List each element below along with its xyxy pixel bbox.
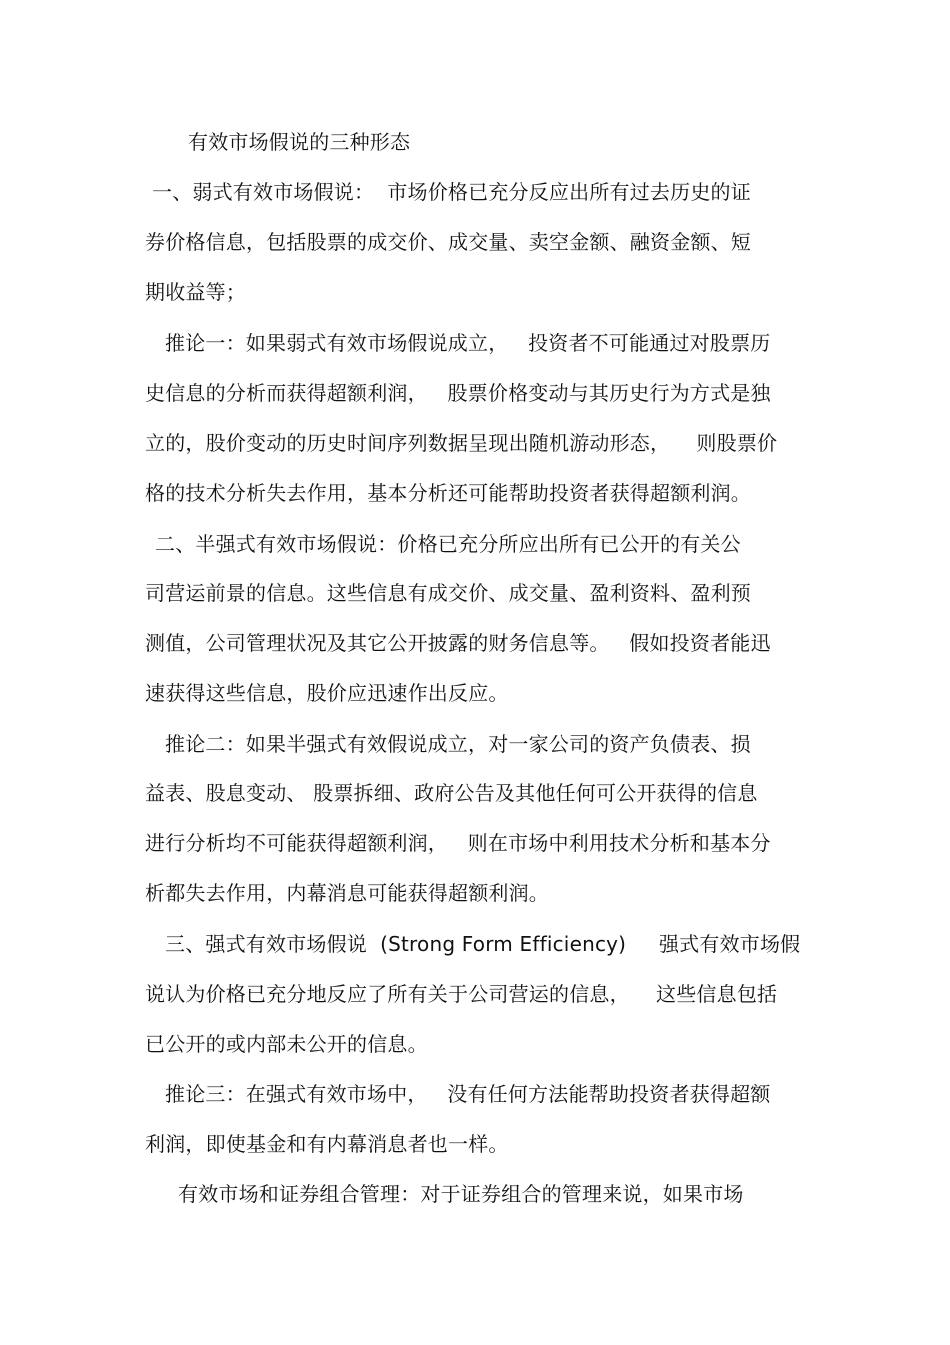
paragraph-line: 三、强式有效市场假说 (Strong Form Efficiency) 强式有效市场假 — [165, 932, 801, 956]
paragraph-line: 益表、股息变动、 股票拆细、政府公告及其他任何可公开获得的信息 — [145, 781, 758, 805]
paragraph-line: 一、弱式有效市场假说： 市场价格已充分反应出所有过去历史的证 — [152, 180, 751, 204]
paragraph-line: 速获得这些信息，股价应迅速作出反应。 — [145, 681, 509, 705]
paragraph-line: 进行分析均不可能获得超额利润， 则在市场中利用技术分析和基本分 — [145, 831, 771, 855]
paragraph-line: 二、半强式有效市场假说：价格已充分所应出所有已公开的有关公 — [155, 532, 741, 556]
paragraph-line: 推论三：在强式有效市场中， 没有任何方法能帮助投资者获得超额 — [165, 1082, 771, 1106]
paragraph-line: 推论二：如果半强式有效假说成立，对一家公司的资产负债表、损 — [165, 732, 751, 756]
paragraph-line: 测值，公司管理状况及其它公开披露的财务信息等。 假如投资者能迅 — [145, 631, 771, 655]
paragraph-line: 格的技术分析失去作用，基本分析还可能帮助投资者获得超额利润。 — [145, 481, 751, 505]
paragraph-line: 利润，即使基金和有内幕消息者也一样。 — [145, 1132, 509, 1156]
paragraph-line: 立的，股价变动的历史时间序列数据呈现出随机游动形态， 则股票价 — [145, 431, 778, 455]
paragraph-line: 已公开的或内部未公开的信息。 — [145, 1032, 428, 1056]
paragraph-line: 析都失去作用，内幕消息可能获得超额利润。 — [145, 881, 549, 905]
paragraph-line: 史信息的分析而获得超额利润， 股票价格变动与其历史行为方式是独 — [145, 381, 771, 405]
document-title: 有效市场假说的三种形态 — [188, 130, 411, 154]
paragraph-line: 推论一：如果弱式有效市场假说成立， 投资者不可能通过对股票历 — [165, 331, 771, 355]
paragraph-line: 有效市场和证券组合管理：对于证券组合的管理来说，如果市场 — [178, 1182, 744, 1206]
paragraph-line: 期收益等； — [145, 280, 246, 304]
paragraph-line: 司营运前景的信息。这些信息有成交价、成交量、盈利资料、盈利预 — [145, 581, 751, 605]
paragraph-line: 说认为价格已充分地反应了所有关于公司营运的信息， 这些信息包括 — [145, 982, 778, 1006]
paragraph-line: 券价格信息，包括股票的成交价、成交量、卖空金额、融资金额、短 — [145, 230, 751, 254]
